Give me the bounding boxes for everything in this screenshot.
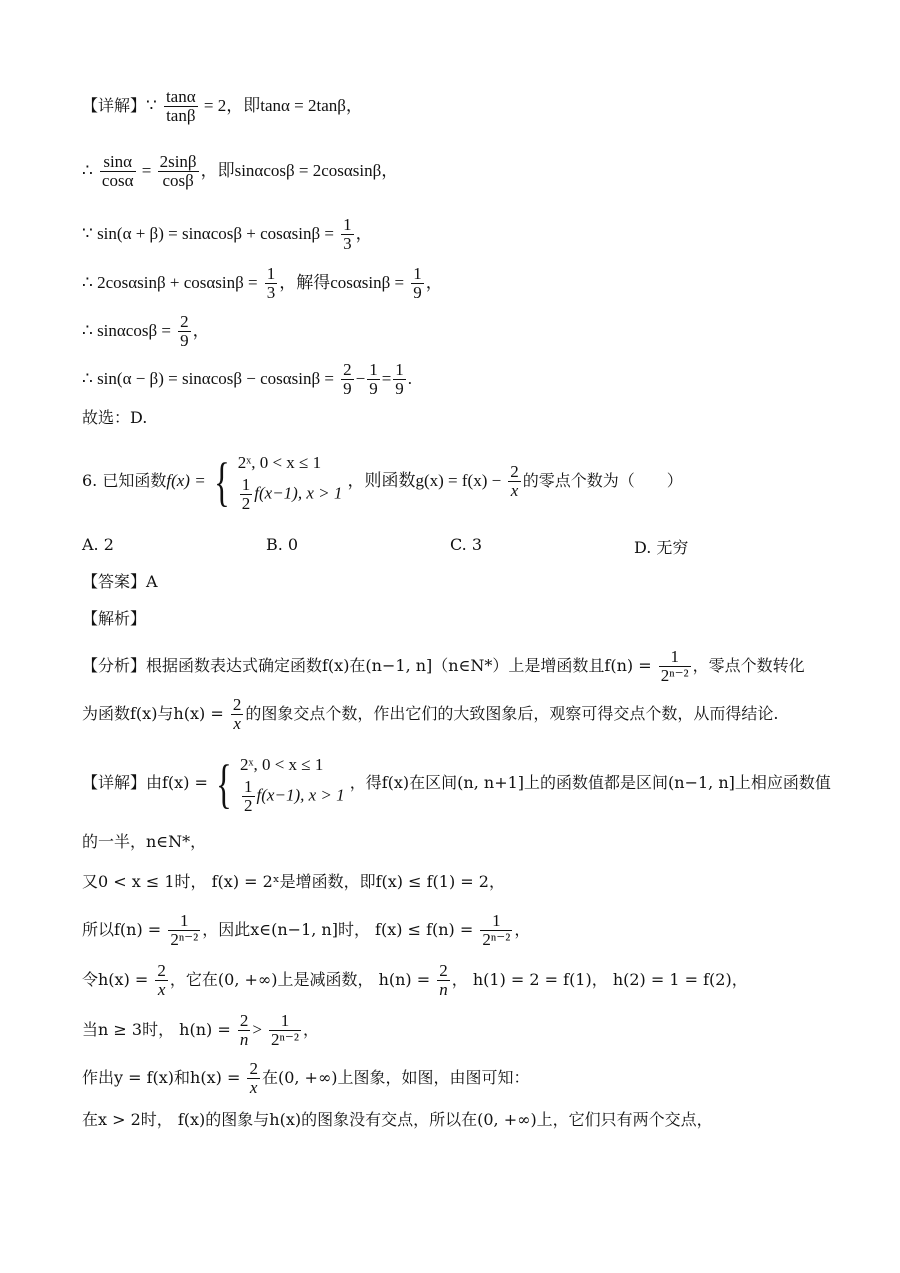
detail1-line2: ∴ $\frac{\sin\alpha}{\cos\alpha}$ = $\frac{2\sin\beta}{\cos\beta}$ ，即sinαcosβ = 2cosαsinβ， [82, 152, 399, 190]
detail2-line7: 作出y = f(x)和h(x) = $\frac{2}{x}$ 在(0, +∞)上图象，如图，由图可知： [82, 1059, 530, 1097]
fraction: $\frac{1}{9}$ [413, 264, 422, 302]
option-d: D. 无穷 [634, 538, 689, 557]
left-brace: { [216, 753, 232, 814]
fraction: $\frac{2}{9}$ [180, 312, 189, 350]
detail1-line3: ∵ sin(α + β) = sinαcosβ + cosαsinβ = $\frac{1}{3}$ ， [82, 215, 373, 253]
answer: 【答案】A [82, 572, 158, 591]
analysis-line2: 为函数f(x)与h(x) = $\frac{2}{x}$ 的图象交点个数，作出它们的大致图象后，观察可得交点个数，从而得结论. [82, 695, 779, 733]
fraction: $\frac{\sin\alpha}{\cos\alpha}$ [101, 152, 134, 190]
detail2-line1: 【详解】由f(x) = { 2ˣ, 0 < x ≤ 1 $\frac{1}{2}$ f(x−1), x > 1 ，得f(x)在区间(n, n+1]上的函数值都是区间(n−1, n]上相应函数值 [82, 753, 831, 815]
detail2-line8: 在x > 2时， f(x)的图象与h(x)的图象没有交点，所以在(0, +∞)上，它们只有两个交点， [82, 1110, 713, 1129]
fraction: $\frac{1}{9}$ [369, 360, 378, 398]
analysis-label: 【解析】 [82, 609, 147, 628]
fraction: $\frac{2}{9}$ [343, 360, 352, 398]
option-b: B. 0 [266, 535, 299, 554]
detail1-line6: ∴ sin(α − β) = sinαcosβ − cosαsinβ = $\frac{2}{9}$ − $\frac{1}{9}$ = $\frac{1}{9}$ . [82, 360, 413, 398]
detail2-line3: 又0 < x ≤ 1时， f(x) = 2ˣ是增函数，即f(x) ≤ f(1) = 2， [82, 872, 505, 891]
fraction: $\frac{1}{\text{2ⁿ⁻²}}$ [271, 1011, 299, 1049]
detail2-line4: 所以f(n) = $\frac{1}{\text{2ⁿ⁻²}}$ ，因此x∈(n−1, n]时， f(x) ≤ f(n) = $\frac{1}{\text{2ⁿ⁻²}}$ ， [82, 911, 531, 949]
fraction: $\frac{1}{\text{2ⁿ⁻²}}$ [660, 647, 689, 685]
fraction: $\frac{2\sin\beta}{\cos\beta}$ [159, 152, 197, 190]
fraction: $\frac{1}{9}$ [395, 360, 404, 398]
fraction: $\frac{1}{\text{2ⁿ⁻²}}$ [170, 911, 199, 949]
fraction: $\frac{2}{x}$ [249, 1059, 258, 1097]
question-6: 6. 已知函数f(x) = { 2ˣ, 0 < x ≤ 1 $\frac{1}{2}$ f(x−1), x > 1 ，则函数g(x) = f(x) − $\frac{2}{x}$ 的零点个数为（ ） [82, 451, 683, 513]
fraction: $\frac{1}{3}$ [266, 264, 276, 302]
fraction: $\frac{2}{n}$ [439, 961, 448, 999]
detail2-line6: 当n ≥ 3时， h(n) = $\frac{2}{n}$ > $\frac{1}{\text{2ⁿ⁻²}}$ ， [82, 1011, 319, 1049]
detail2-line2: 的一半，n∈N*， [82, 832, 207, 851]
option-a: A. 2 [82, 535, 114, 554]
detail1-line5: ∴ sinαcosβ = $\frac{2}{9}$ ， [82, 312, 210, 350]
left-brace: { [213, 451, 230, 512]
fraction: $\frac{1}{2}$ [241, 475, 251, 513]
fraction: $\frac{2}{x}$ [510, 462, 519, 500]
detail1-line4: ∴ 2cosαsinβ + cosαsinβ = $\frac{1}{3}$ ，解得cosαsinβ = $\frac{1}{9}$ ， [82, 264, 443, 302]
detail-label: 【详解】 [82, 96, 147, 115]
fraction: $\frac{\tan\alpha}{\tan\beta}$ [165, 87, 196, 125]
fraction: $\frac{2}{x}$ [232, 695, 242, 733]
fraction: $\frac{2}{x}$ [157, 961, 166, 999]
piecewise-cases: 2ˣ, 0 < x ≤ 1 $\frac{1}{2}$ f(x−1), x > 1 [237, 453, 343, 513]
detail2-line5: 令h(x) = $\frac{2}{x}$ ，它在(0, +∞)上是减函数， h(n) = $\frac{2}{n}$ ， h(1) = 2 = f(1)， h(2) = 1 = f(2)， [82, 961, 748, 999]
piecewise-cases: 2ˣ, 0 < x ≤ 1 $\frac{1}{2}$ f(x−1), x > 1 [240, 755, 345, 815]
option-c: C. 3 [450, 535, 483, 554]
fraction: $\frac{1}{\text{2ⁿ⁻²}}$ [482, 911, 511, 949]
analysis-line1: 【分析】根据函数表达式确定函数f(x)在(n−1, n]（n∈N*）上是增函数且f(n) = $\frac{1}{\text{2ⁿ⁻²}}$ ，零点个数转化 [82, 647, 805, 685]
fraction: $\frac{1}{3}$ [343, 215, 352, 253]
detail1-line7: 故选：D. [82, 408, 148, 427]
detail1-line1: 【详解】∵ $\frac{\tan\alpha}{\tan\beta}$ = 2，即tanα = 2tanβ， [82, 87, 363, 125]
fraction: $\frac{1}{2}$ [244, 777, 253, 815]
fraction: $\frac{2}{n}$ [239, 1011, 249, 1049]
